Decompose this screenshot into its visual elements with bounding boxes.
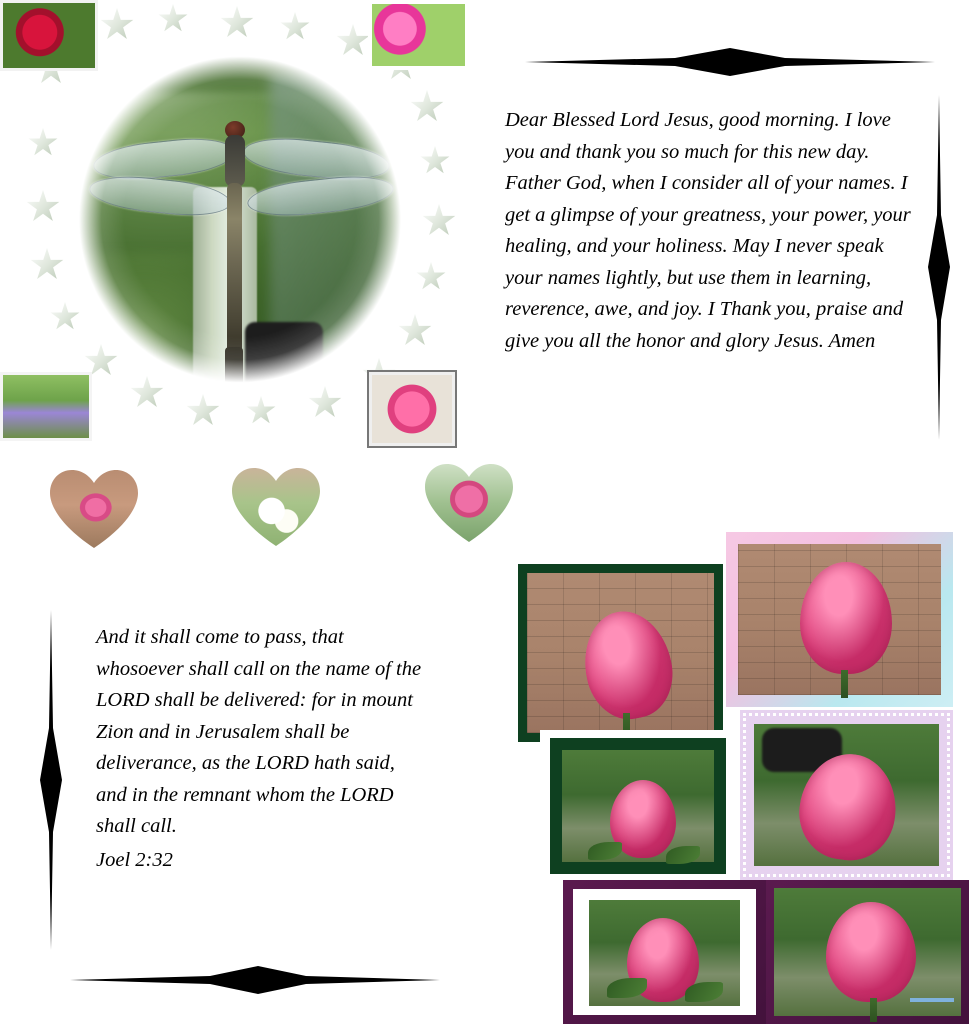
pink-rose-thumbnail-image [372,375,452,443]
dragonfly-thorax [225,135,245,187]
rose-photo-purple-frame-left-image [589,900,740,1006]
rose-leaf [685,982,723,1002]
rose-photo-purple-frame-left [563,880,766,1024]
rose-photo-dark-green-frame [518,564,723,742]
vertical-diamond-icon-2 [40,610,62,950]
pink-rose-thumbnail [369,372,455,446]
rose-photo-lavender-dotted-frame-image [754,724,939,866]
dragonfly-abdomen [227,183,242,363]
rose-photo-pink-cyan-frame-image [738,544,941,695]
rose-photo-dark-green-frame-image [527,573,714,733]
left-vertical-divider [40,610,62,950]
red-rose-thumbnail [0,0,98,71]
rose-photo-purple-frame-right-image [774,888,961,1016]
rose-bloom [800,562,892,674]
rose-stem [870,998,877,1022]
dragonfly-photo [45,22,435,417]
scripture-paragraph: And it shall come to pass, that whosoever shall call on the name of the LORD shall be delivered: for in mount Zion and in Jerusalem shall be deliverance, as the LORD hath said, and in the remnant whom the LORD shall call. [96,626,422,837]
heart-white-blossoms-image [232,468,320,546]
rose-leaf [588,842,622,860]
rose-photo-pink-cyan-frame [726,532,953,707]
photo-highlight-bar [910,998,954,1002]
dragonfly-abdomen-tip [225,347,243,387]
rose-bloom [575,603,682,727]
prayer-paragraph: Dear Blessed Lord Jesus, good morning. I love you and thank you so much for this new day. Father God, when I consider all of your names. I get a glimpse of your greatness, your power, your healing, and your holiness. May I never speak your names lightly, but use them in learning, reverence, awe, and joy. I Thank you, praise and give you all the honor and glory Jesus. Amen [505,109,911,352]
purple-garden-thumbnail [0,372,92,441]
rose-stem [841,670,848,698]
bottom-divider [70,966,440,994]
dragonfly-wing-lower-left [88,172,233,221]
heart-rose-green-image [425,464,513,542]
dragonfly-collage [0,0,490,460]
scripture-block [96,622,426,876]
rose-photo-green-frame-small-image [562,750,714,862]
heart-rose-green [425,464,513,542]
dragonfly-wing-lower-right [246,171,396,220]
purple-garden-thumbnail-image [3,375,89,438]
horizontal-diamond-icon [525,48,935,76]
heart-white-blossoms [232,468,320,546]
rose-photo-green-frame-small [540,730,736,882]
rose-bloom [826,902,916,1002]
top-divider [525,48,935,76]
rose-photo-gallery [518,532,969,1024]
pink-flowers-thumbnail-image [372,4,465,66]
rose-photo-purple-frame-right [766,880,969,1024]
red-rose-thumbnail-image [3,3,95,68]
horizontal-diamond-icon-2 [70,966,440,994]
pink-flowers-thumbnail [368,0,469,70]
heart-pink-bud [50,470,138,548]
right-vertical-divider [928,95,950,440]
heart-pink-bud-image [50,470,138,548]
vertical-diamond-icon [928,95,950,440]
rose-leaf [666,846,700,864]
dragonfly-insect [75,107,405,407]
rose-photo-lavender-dotted-frame [740,710,953,880]
scripture-reference: Joel 2:32 [96,848,173,871]
